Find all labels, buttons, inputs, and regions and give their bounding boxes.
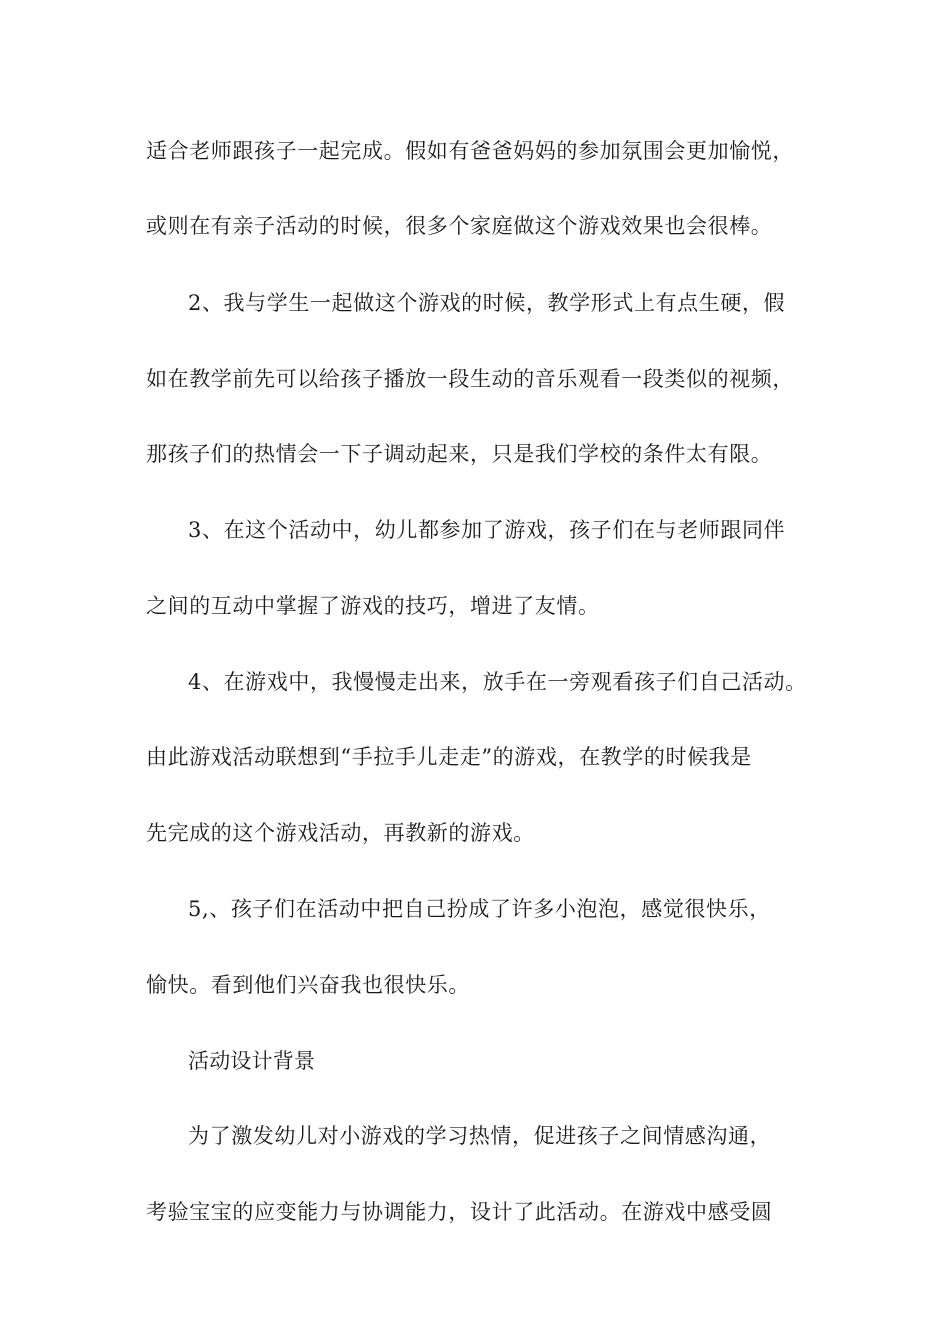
text-line-12: 愉快。看到他们兴奋我也很快乐。 bbox=[146, 973, 470, 997]
text-line-14: 为了激发幼儿对小游戏的学习热情，促进孩子之间情感沟通， bbox=[188, 1124, 772, 1148]
text-line-3: 2、我与学生一起做这个游戏的时候，教学形式上有点生硬，假 bbox=[188, 291, 786, 315]
text-line-8: 4、在游戏中，我慢慢走出来，放手在一旁观看孩子们自己活动。 bbox=[188, 670, 807, 694]
text-line-7: 之间的互动中掌握了游戏的技巧，增进了友情。 bbox=[146, 594, 600, 618]
section-heading: 活动设计背景 bbox=[188, 1049, 316, 1073]
text-line-1: 适合老师跟孩子一起完成。假如有爸爸妈妈的参加氛围会更加愉悦， bbox=[146, 139, 794, 163]
text-line-9: 由此游戏活动联想到“手拉手儿走走”的游戏，在教学的时候我是 bbox=[146, 745, 752, 769]
text-line-11: 5,、孩子们在活动中把自己扮成了许多小泡泡，感觉很快乐， bbox=[188, 897, 771, 921]
text-line-6: 3、在这个活动中，幼儿都参加了游戏，孩子们在与老师跟同伴 bbox=[188, 518, 786, 542]
text-line-2: 或则在有亲子活动的时候，很多个家庭做这个游戏效果也会很棒。 bbox=[146, 214, 773, 238]
text-line-15: 考验宝宝的应变能力与协调能力，设计了此活动。在游戏中感受圆 bbox=[146, 1200, 773, 1224]
text-line-10: 先完成的这个游戏活动，再教新的游戏。 bbox=[146, 821, 535, 845]
text-line-4: 如在教学前先可以给孩子播放一段生动的音乐观看一段类似的视频， bbox=[146, 367, 794, 391]
text-line-5: 那孩子们的热情会一下子调动起来，只是我们学校的条件太有限。 bbox=[146, 442, 773, 466]
